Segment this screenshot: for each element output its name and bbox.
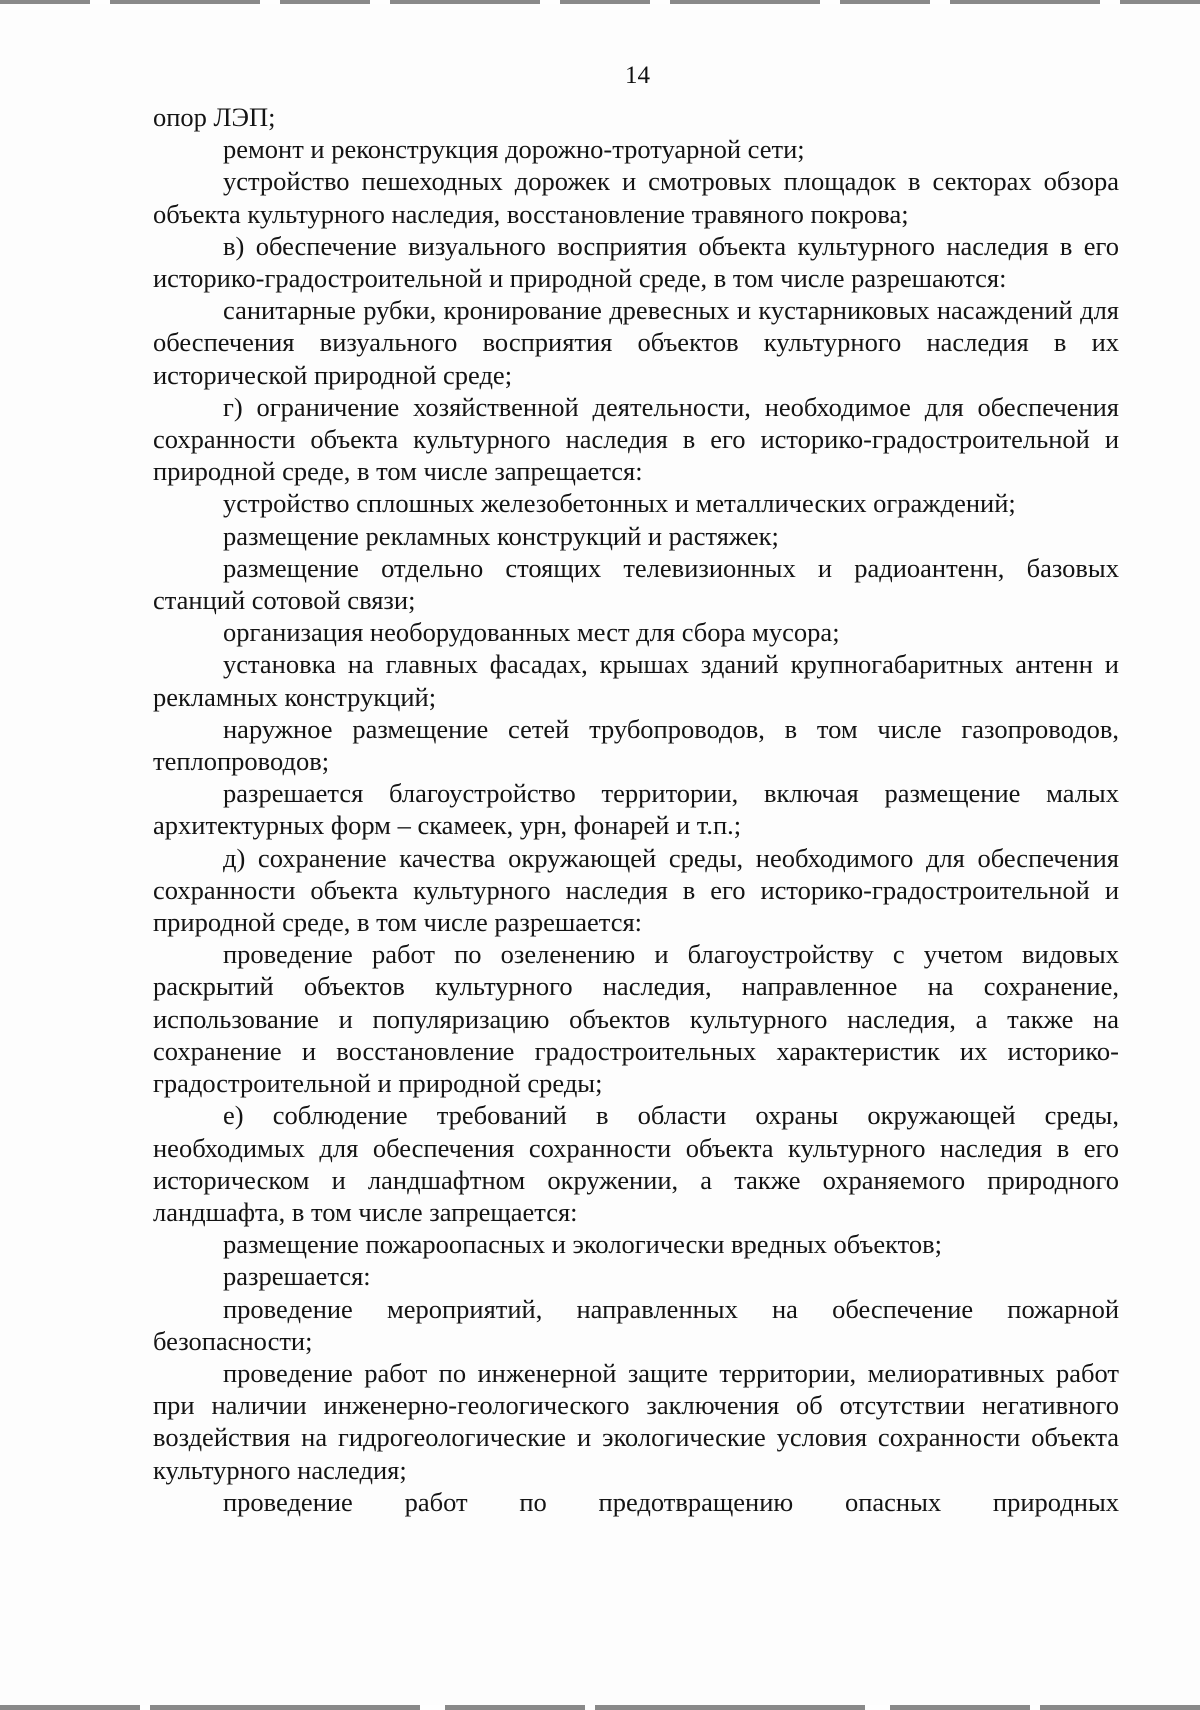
paragraph: г) ограничение хозяйственной деятельности, необходимое для обеспечения сохранности объекта культурного наследия в его историко-градостроительной и природной среде, в том числе запрещается: — [153, 391, 1119, 487]
paragraph: проведение работ по предотвращению опасных природных — [223, 1486, 1119, 1517]
paragraph: размещение рекламных конструкций и растяжек; — [223, 520, 779, 551]
paragraph: проведение мероприятий, направленных на обеспечение пожарной безопасности; — [153, 1293, 1119, 1356]
paragraph: е) соблюдение требований в области охраны окружающей среды, необходимых для обеспечения сохранности объекта культурного наследия в его историческом и ландшафтном окружении, а также охраняемого природного ландшафта, в том числе запрещается: — [153, 1100, 1119, 1227]
paragraph: размещение отдельно стоящих телевизионных и радиоантенн, базовых станций сотовой связи; — [153, 552, 1119, 616]
scan-edge-top — [0, 0, 1200, 4]
paragraph: ремонт и реконструкция дорожно-тротуарной сети; — [223, 134, 805, 165]
paragraph: опор ЛЭП; — [153, 102, 276, 132]
paragraph: проведение работ по озеленению и благоустройству с учетом видовых раскрытий объектов культурного наследия, направленное на сохранение, использование и популяризацию объектов культурного наследия, а также на сохранение и восстановление градостроительных характеристик их историко-градостроительной и природной среды; — [153, 939, 1119, 1099]
paragraph: разрешается благоустройство территории, включая размещение малых архитектурных форм – скамеек, урн, фонарей и т.п.; — [153, 778, 1119, 841]
paragraph: установка на главных фасадах, крышах зданий крупногабаритных антенн и рекламных конструкций; — [153, 649, 1119, 712]
paragraph: д) сохранение качества окружающей среды, необходимого для обеспечения сохранности объекта культурного наследия в его историко-градостроительной и природной среде, в том числе разрешается: — [153, 842, 1119, 938]
page-number: 14 — [625, 62, 650, 89]
paragraph: проведение работ по инженерной защите территории, мелиоративных работ при наличии инженерно-геологического заключения об отсутствии негативного воздействия на гидрогеологические и экологические условия сохранности объекта культурного наследия; — [153, 1357, 1119, 1485]
scan-edge-bottom — [0, 1705, 1200, 1710]
paragraph: размещение пожароопасных и экологически вредных объектов; — [223, 1229, 942, 1260]
paragraph: разрешается: — [223, 1261, 371, 1292]
paragraph: устройство пешеходных дорожек и смотровых площадок в секторах обзора объекта культурного наследия, восстановление травяного покрова; — [153, 166, 1119, 229]
paragraph: санитарные рубки, кронирование древесных и кустарниковых насаждений для обеспечения визуального восприятия объектов культурного наследия в их исторической природной среде; — [153, 295, 1119, 390]
paragraph: наружное размещение сетей трубопроводов, в том числе газопроводов, теплопроводов; — [153, 713, 1119, 777]
paragraph: в) обеспечение визуального восприятия объекта культурного наследия в его историко-градостроительной и природной среде, в том числе разрешаются: — [153, 230, 1119, 294]
document-body — [153, 101, 1119, 1518]
paragraph: организация необорудованных мест для сбора мусора; — [223, 617, 840, 648]
paragraph: устройство сплошных железобетонных и металлических ограждений; — [223, 488, 1016, 519]
